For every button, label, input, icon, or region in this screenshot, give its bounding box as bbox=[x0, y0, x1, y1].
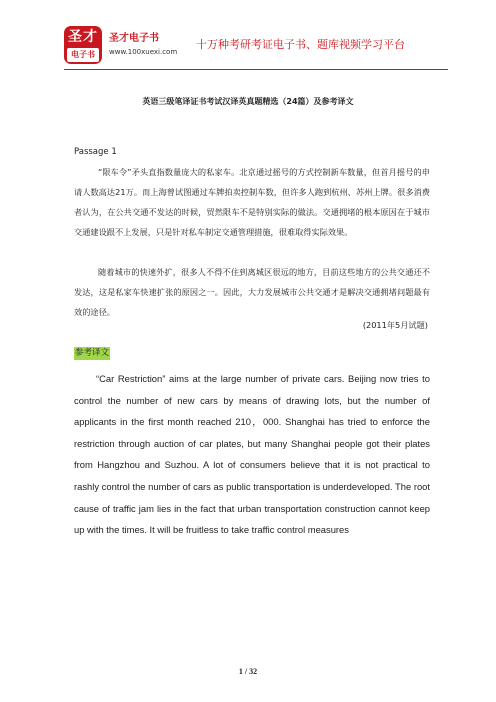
english-translation-paragraph: “Car Restriction” aims at the large number of private cars. Beijing now tries to control the number of new cars by means of drawing lots, but the number of applicants in the first month reached 210，000. Shanghai has tried to enforce the restriction through auction of car plates, but many Shanghai people got their plates from Hangzhou and Suzhou. A lot of consumers believe that it is not practical to rashly control the number of cars as public transportation is underdeveloped. The root cause of traffic jam lies in the fact that urban transportation construction cannot keep up with the times. It will be fruitless to take traffic control measures bbox=[74, 373, 430, 536]
brand-name: 圣才电子书 bbox=[109, 33, 159, 44]
document-title: 英语三级笔译证书考试汉译英真题精选（24篇）及参考译文 bbox=[142, 97, 354, 106]
logo-text-top: 圣才 bbox=[68, 29, 98, 45]
chinese-paragraph-2: 随着城市的快速外扩，很多人不得不住到离城区很远的地方，目前这些地方的公共交通还不发达，这是私家车快速扩张的原因之一。因此，大力发展城市公共交通才是解决交通拥堵问题最有效的途径。 bbox=[74, 267, 430, 317]
exam-source: (2011年5月试题) bbox=[362, 320, 428, 330]
header-divider bbox=[64, 69, 448, 70]
logo-text-bottom: 电子书 bbox=[67, 48, 99, 62]
page-header bbox=[64, 26, 448, 66]
brand-url[interactable]: www.100xuexi.com bbox=[109, 48, 178, 56]
page-number: 1 / 32 bbox=[238, 667, 258, 676]
chinese-paragraph-1: “限车令”矛头直指数量庞大的私家车。北京通过摇号的方式控制新车数量，但首月摇号的申请人数高达21万。而上海曾试图通过车牌拍卖控制车数，但许多人跑到杭州、苏州上牌。很多消费者认为，在公共交通不发达的时候，贸然限车不是特别实际的做法。交通拥堵的根本原因在于城市交通建设跟不上发展，只是针对私车制定交通管理措施，很难取得实际效果。 bbox=[74, 167, 430, 237]
header-slogan: 十万种考研考证电子书、题库视频学习平台 bbox=[196, 38, 405, 51]
brand-logo bbox=[64, 26, 102, 64]
passage-label: Passage 1 bbox=[74, 147, 117, 157]
reference-translation-label: 参考译文 bbox=[75, 348, 110, 358]
